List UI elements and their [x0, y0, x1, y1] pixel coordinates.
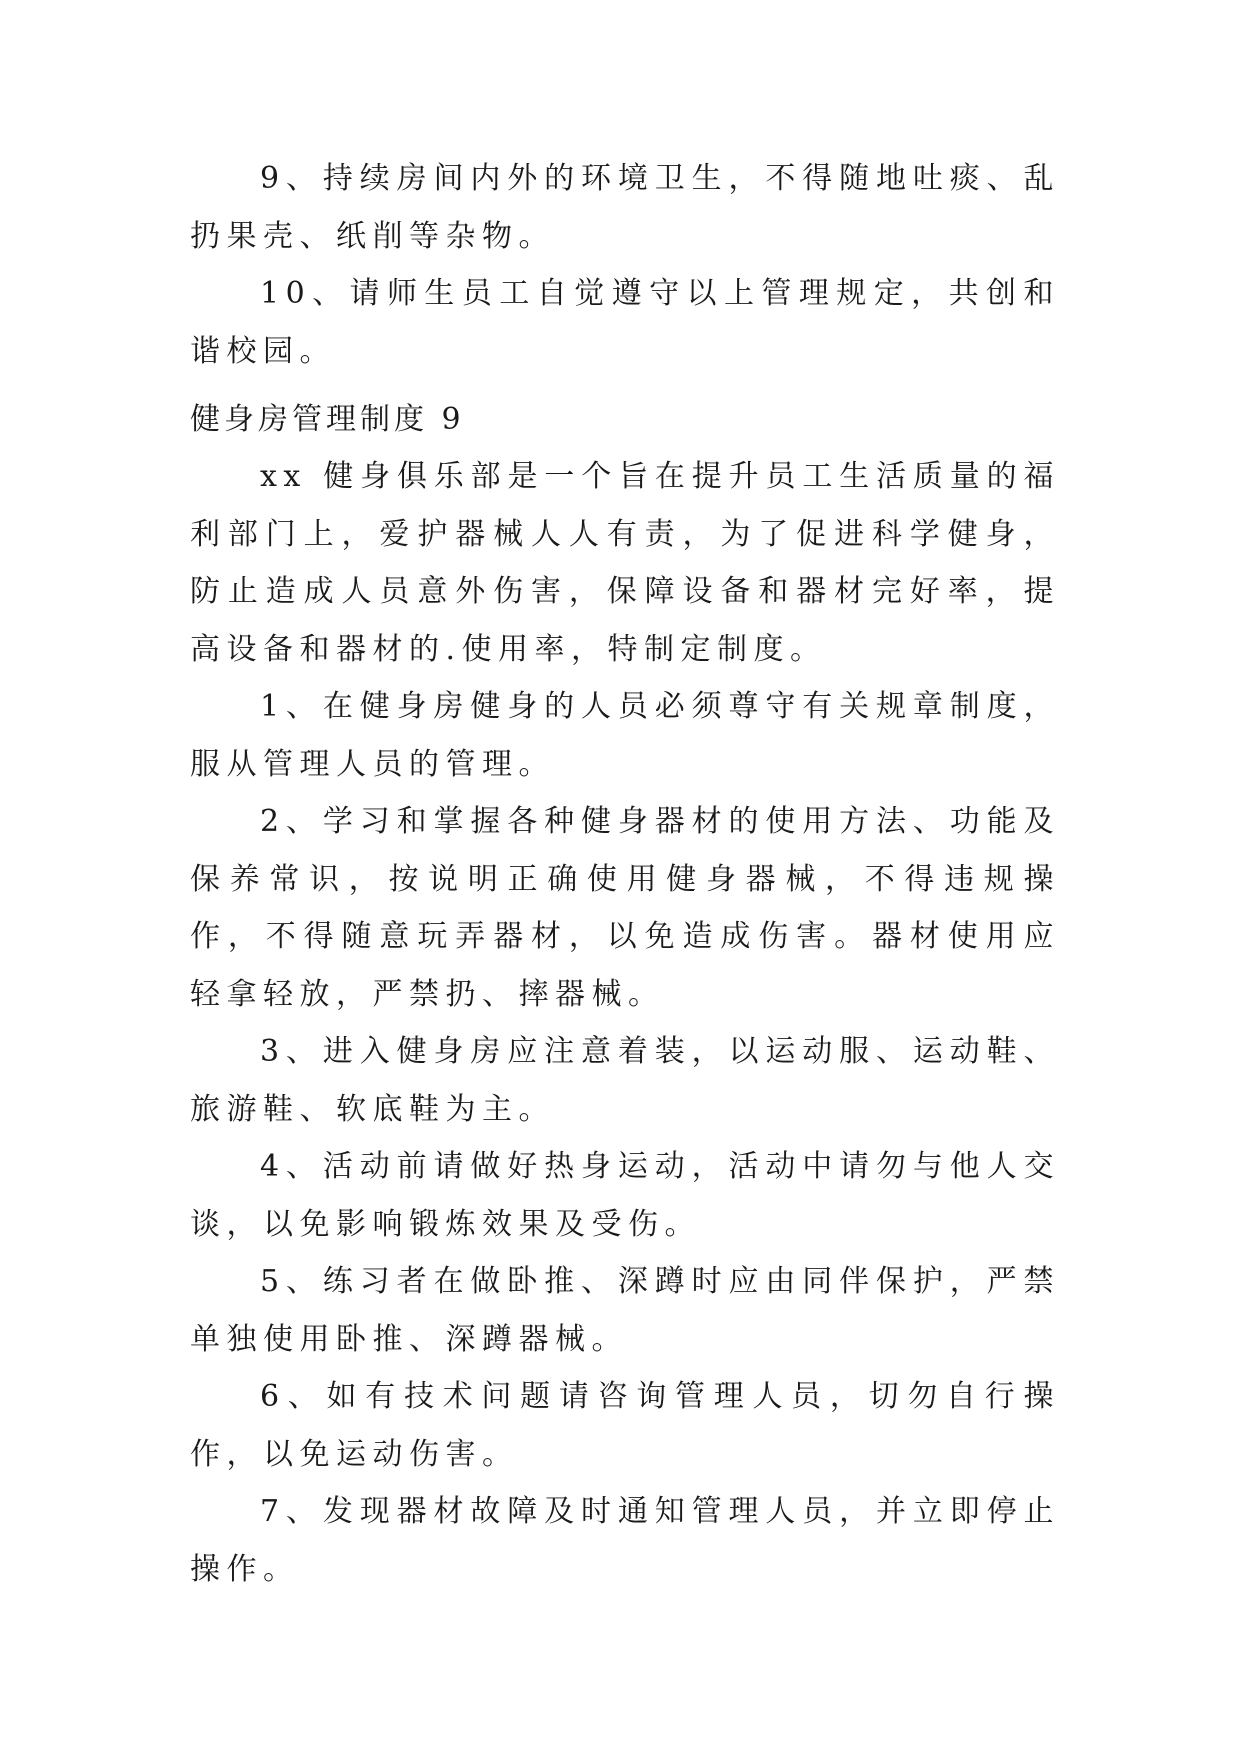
section-title: 健身房管理制度 9: [190, 402, 465, 437]
paragraph-gym-rule-3: 3、进入健身房应注意着装，以运动服、运动鞋、旅游鞋、软底鞋为主。: [190, 1034, 1060, 1127]
paragraph-gym-rule-7: 7、发现器材故障及时通知管理人员，并立即停止操作。: [190, 1494, 1060, 1587]
paragraph-gym-rule-1: 1、在健身房健身的人员必须尊守有关规章制度，服从管理人员的管理。: [190, 689, 1060, 782]
paragraph-intro: xx 健身俱乐部是一个旨在提升员工生活质量的福利部门上，爱护器械人人有责，为了促进科学健身，防止造成人员意外伤害，保障设备和器材完好率，提高设备和器材的.使用率，特制定制度。: [190, 459, 1060, 667]
paragraph-rule-9: 9、持续房间内外的环境卫生，不得随地吐痰、乱扔果壳、纸削等杂物。: [190, 161, 1060, 254]
paragraph-gym-rule-4: 4、活动前请做好热身运动，活动中请勿与他人交谈，以免影响锻炼效果及受伤。: [190, 1149, 1060, 1242]
paragraph-gym-rule-6: 6、如有技术问题请咨询管理人员，切勿自行操作，以免运动伤害。: [190, 1379, 1060, 1472]
paragraph-gym-rule-5: 5、练习者在做卧推、深蹲时应由同伴保护，严禁单独使用卧推、深蹲器械。: [190, 1264, 1060, 1357]
paragraph-rule-10: 10、请师生员工自觉遵守以上管理规定，共创和谐校园。: [190, 276, 1060, 369]
paragraph-gym-rule-2: 2、学习和掌握各种健身器材的使用方法、功能及保养常识，按说明正确使用健身器械，不得违规操作，不得随意玩弄器材，以免造成伤害。器材使用应轻拿轻放，严禁扔、摔器械。: [190, 804, 1060, 1012]
